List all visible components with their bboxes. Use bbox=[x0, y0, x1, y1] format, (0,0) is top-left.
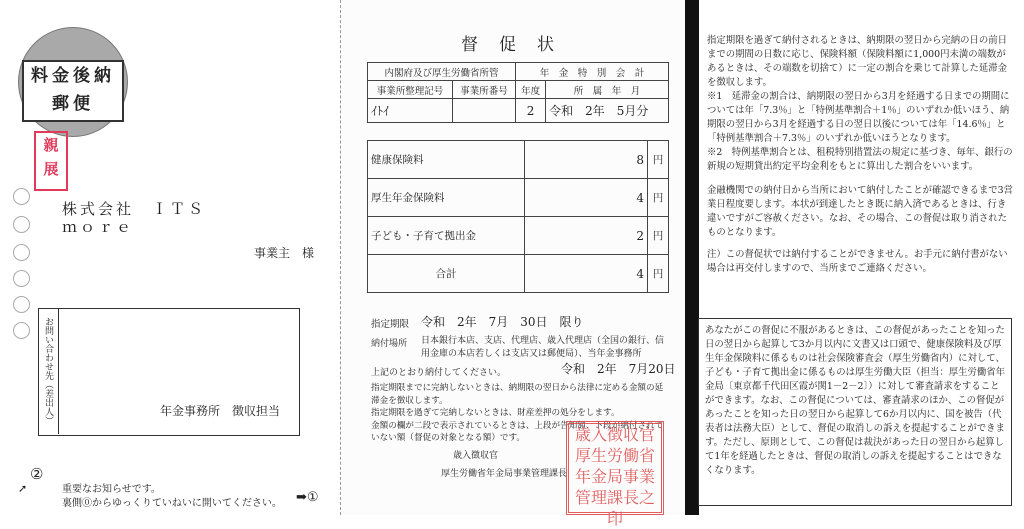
back-para-2: 金融機関での納付日から当所において納付したことが確認できるまで3営業日程度要します。本状が到達したとき既に納入済であるときは、行き違いですがご容赦ください。なお、その場合、この督促は取り消されたものとなります。 bbox=[707, 185, 1013, 238]
envelope-panel bbox=[0, 0, 340, 515]
hole-icon bbox=[13, 216, 30, 233]
confidential-char-1: 親 bbox=[43, 136, 59, 154]
col-reg: 事業所整理記号 bbox=[368, 81, 453, 99]
row-unit: 円 bbox=[648, 217, 669, 255]
company-name-1: 株式会社 ＩＴＳ bbox=[62, 200, 207, 218]
postage-line-2: 郵便 bbox=[52, 94, 94, 114]
row-label: 健康保険料 bbox=[368, 141, 525, 179]
jurisdiction: 内閣府及び厚生労働省所管 bbox=[368, 63, 516, 81]
black-edge bbox=[685, 0, 699, 515]
form-title: 督 促 状 bbox=[461, 35, 556, 55]
col-num: 事業所番号 bbox=[453, 81, 516, 99]
place-label: 納付場所 bbox=[371, 339, 408, 349]
row-label: 合計 bbox=[368, 255, 525, 293]
confidential-mark bbox=[34, 131, 68, 191]
row-label: 厚生年金保険料 bbox=[368, 179, 525, 217]
postage-stamp bbox=[22, 60, 124, 122]
amount-table bbox=[367, 140, 669, 293]
reg-value: ｲﾄｲ bbox=[368, 99, 453, 123]
corner-arrow-icon: ➚ bbox=[18, 482, 28, 495]
col-period: 所 属 年 月 bbox=[546, 81, 669, 99]
inquiry-office: 年金事務所 徴収担当 bbox=[160, 404, 281, 418]
hole-icon bbox=[13, 244, 30, 261]
back-note-1: ※1 延滞金の割合は、納期限の翌日から3月を経過する日までの期間については年「7.3％」と「特例基準割合＋1％」のいずれか低いほう、納期限の翌日から3月を経過する日の翌日以後については年「14.6％」と「特例基準割合＋7.3％」のいずれか低いほうとなります。 bbox=[707, 91, 1010, 144]
inquiry-label: お問い合わせ先（差出人） bbox=[38, 308, 59, 434]
appeal-box bbox=[698, 318, 1012, 506]
place-text: 日本銀行本店、支店、代理店、歳入代理店（全国の銀行、信用金庫の本店若しくは支店又は郵便局）、当年金事務所 bbox=[421, 336, 665, 359]
hole-icon bbox=[13, 188, 30, 205]
appeal-text: あなたがこの督促に不服があるときは、この督促があったことを知った日の翌日から起算して3か月以内に文書又は口頭で、健康保険料及び厚生年金保険料に係るものは社会保険審査会（厚生労働省内）に対して、子ども・子育て拠出金に係るものは厚生労働大臣（担当：厚生労働省年金局〔東京都千代田区霞が関1－2－2〕）に対して審査請求をすることができます。なお、この督促については、審査請求のほか、この督促があったことを知った日の翌日から起算して6か月以内に、国を被告（代表者は法務大臣）として、督促の取消しの訴えを提起することができます。ただし、原則として、この督促は裁決があった日の翌日から起算して1年を経過したときは、督促の取消しの訴えを提起することはできなくなります。 bbox=[705, 325, 1006, 476]
notice-line-1: 重要なお知らせです。 bbox=[62, 484, 161, 495]
note-1: 指定期限までに完納しないときは、納期限の翌日から法律に定める金額の延滞金を徴収します。 bbox=[371, 383, 664, 406]
recipient-suffix: 事業主 様 bbox=[254, 246, 315, 260]
confidential-char-2: 展 bbox=[43, 160, 59, 178]
back-note-2: ※2 特例基準割合とは、租税特別措置法の規定に基づき、毎年、銀行の新規の短期貸出約定平均金利をもとに算出した割合をいいます。 bbox=[707, 147, 1013, 172]
row-unit: 円 bbox=[648, 179, 669, 217]
note-3: 金額の欄が二段で表示されているときは、上段が告知額、下段が納付されていない額（督促の対象となる額）です。 bbox=[371, 420, 664, 443]
back-text-block bbox=[707, 34, 1015, 276]
period-value: 令和 2年 5月分 bbox=[546, 99, 669, 123]
back-para-1: 指定期限を過ぎて納付されるときは、納期限の翌日から完納の日の前日までの期間の日数に応じ、保険料額（保険料額に1,000円未満の端数があるときは、その端数を切捨て）に一定の割合を乗じて計算した延滞金を徴収します。 bbox=[707, 35, 1008, 88]
notice-line-2: 裏側⓪からゆっくりていねいに開いてください。 bbox=[62, 498, 282, 509]
deadline-label: 指定期限 bbox=[371, 319, 410, 330]
row-amount: 4 bbox=[525, 179, 648, 217]
col-year: 年度 bbox=[516, 81, 546, 99]
issuer-title: 歳入徴収官 bbox=[453, 451, 499, 461]
header-table bbox=[367, 62, 669, 123]
note-2: 指定期限を過ぎて完納しないときは、財産差押の処分をします。 bbox=[371, 408, 620, 418]
issue-date: 令和 2年 7月20日 bbox=[561, 362, 676, 376]
circle-two-icon: ② bbox=[30, 465, 44, 483]
postage-line-1: 料金後納 bbox=[31, 66, 115, 86]
official-seal-icon: 歳入徴収官厚生労働省年金局事業管理課長之印 bbox=[566, 421, 664, 515]
arrow-one-icon: ➡① bbox=[296, 490, 319, 505]
deadline-value: 令和 2年 7月 30日 限り bbox=[421, 315, 584, 329]
hole-icon bbox=[13, 270, 30, 287]
num-value bbox=[453, 99, 516, 123]
issuer-name: 厚生労働省年金局事業管理課長 bbox=[441, 469, 568, 479]
row-amount: 8 bbox=[525, 141, 648, 179]
hole-icon bbox=[13, 296, 30, 313]
account: 年 金 特 別 会 計 bbox=[516, 63, 669, 81]
row-unit: 円 bbox=[648, 141, 669, 179]
row-label: 子ども・子育て拠出金 bbox=[368, 217, 525, 255]
issue-text: 上記のとおり納付してください。 bbox=[371, 368, 507, 378]
back-para-3: 注）この督促状では納付することができません。お手元に納付書がない場合は再交付しますので、当所までご連絡ください。 bbox=[707, 249, 1008, 274]
row-amount: 2 bbox=[525, 217, 648, 255]
row-amount: 4 bbox=[525, 255, 648, 293]
row-unit: 円 bbox=[648, 255, 669, 293]
company-name-2: ｍｏｒｅ bbox=[62, 218, 135, 236]
year-value: 2 bbox=[516, 99, 546, 123]
hole-icon bbox=[13, 322, 30, 339]
